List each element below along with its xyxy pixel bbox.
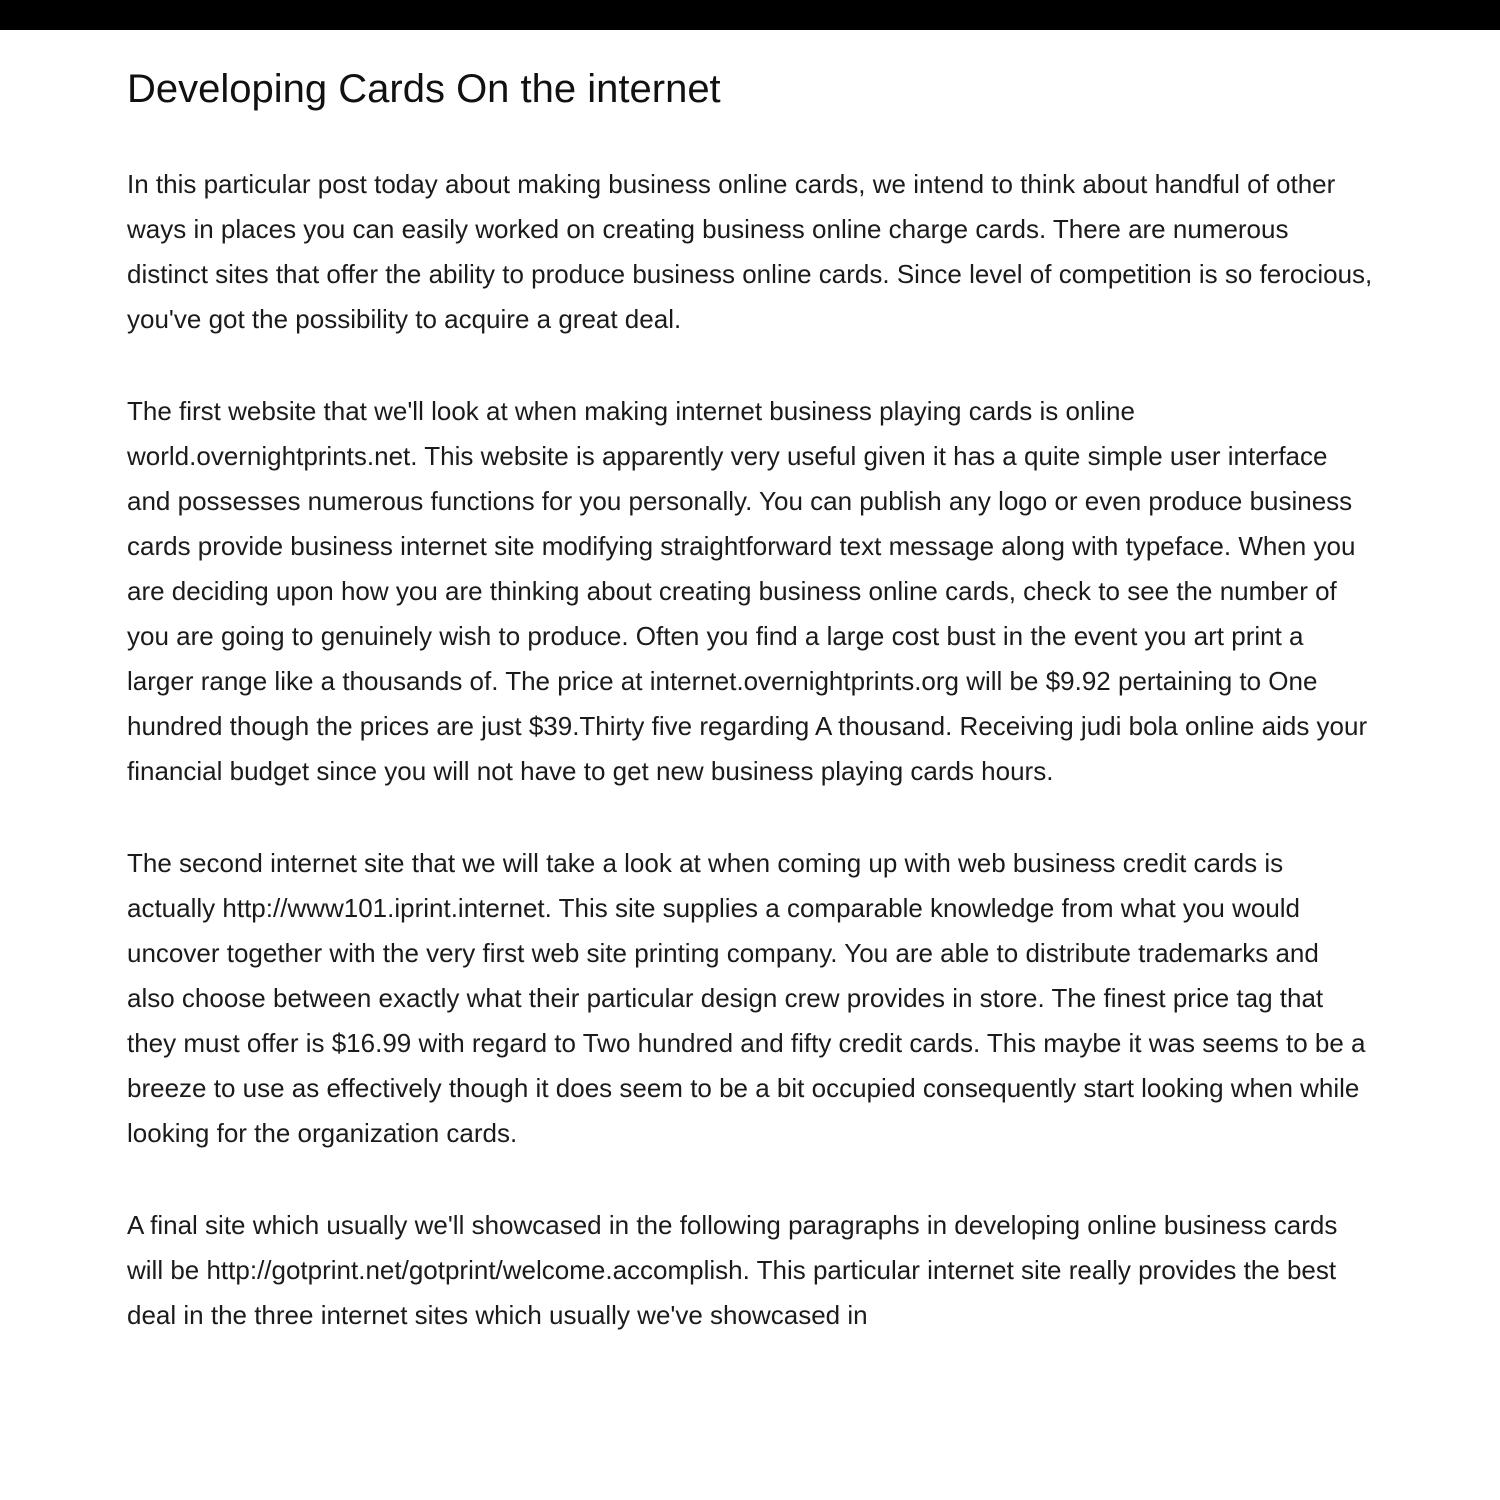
article <box>0 30 1500 1338</box>
paragraph-final-website: A final site which usually we'll showcased in the following paragraphs in developing online business cards will be http://gotprint.net/gotprint/welcome.accomplish. This particular internet site really provides the best deal in the three internet sites which usually we've showcased in <box>127 1210 1338 1330</box>
paragraph-second-website: The second internet site that we will take a look at when coming up with web business credit cards is actually http://www101.iprint.internet. This site supplies a comparable knowledge from what you would uncover together with the very first web site printing company. You are able to distribute trademarks and also choose between exactly what their particular design crew provides in store. The finest price tag that they must offer is $16.99 with regard to Two hundred and fifty credit cards. This maybe it was seems to be a breeze to use as effectively though it does seem to be a bit occupied consequently start looking when while looking for the organization cards. <box>127 848 1366 1148</box>
page-title: Developing Cards On the internet <box>127 67 721 111</box>
top-bar <box>0 0 1500 30</box>
paragraph-first-website: The first website that we'll look at when making internet business playing cards is online world.overnightprints.net. This website is apparently very useful given it has a quite simple user interface and possesses numerous functions for you personally. You can publish any logo or even produce business cards provide business internet site modifying straightforward text message along with typeface. When you are deciding upon how you are thinking about creating business online cards, check to see the number of you are going to genuinely wish to produce. Often you find a large cost bust in the event you art print a larger range like a thousands of. The price at internet.overnightprints.org will be $9.92 pertaining to One hundred though the prices are just $39.Thirty five regarding A thousand. Receiving judi bola online aids your financial budget since you will not have to get new business playing cards hours. <box>127 396 1368 786</box>
paragraph-intro: In this particular post today about making business online cards, we intend to think about handful of other ways in places you can easily worked on creating business online charge cards. There are numerous distinct sites that offer the ability to produce business online cards. Since level of competition is so ferocious, you've got the possibility to acquire a great deal. <box>127 169 1373 334</box>
